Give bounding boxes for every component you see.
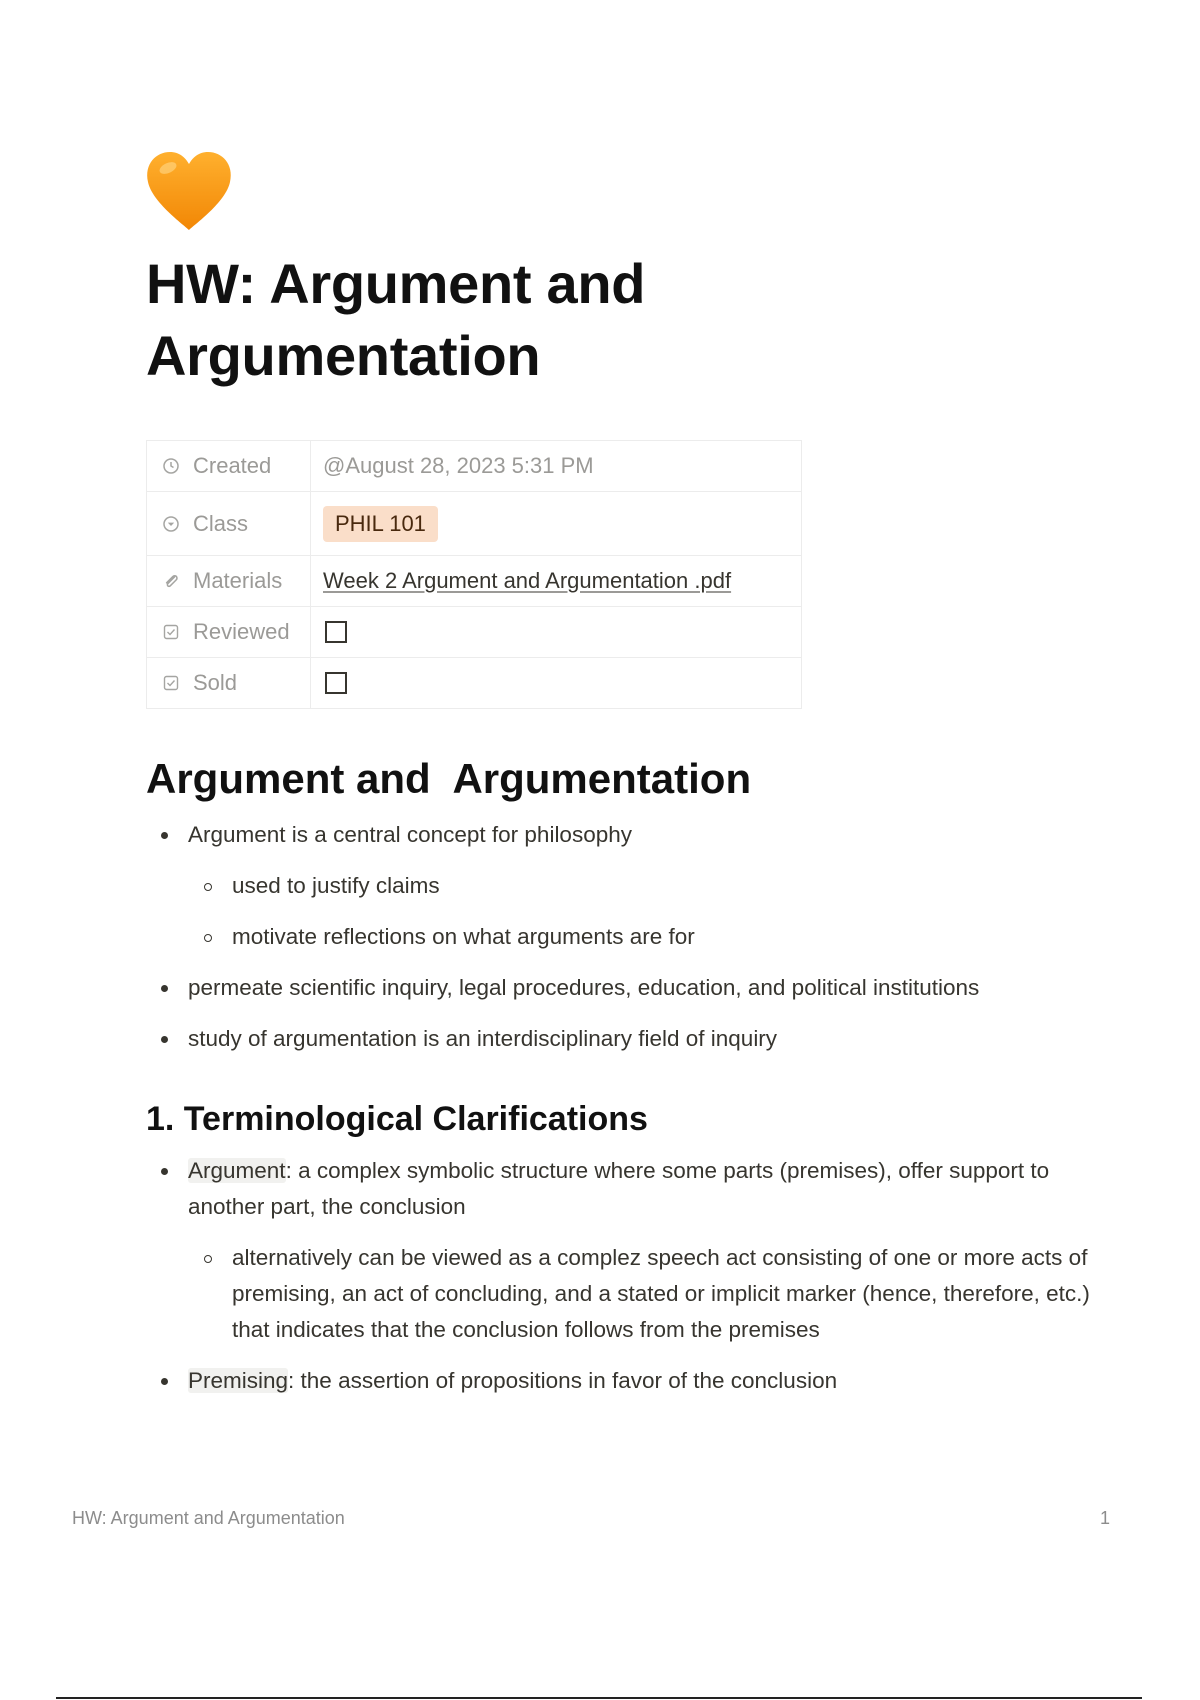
section-heading-argument[interactable]: Argument and Argumentation [146,755,752,802]
sub-list [188,868,1106,955]
created-value: @August 28, 2023 5:31 PM [323,453,594,478]
page-content [146,150,1106,1414]
term-definition: : a complex symbolic structure where some parts (premises), offer support to another part, the conclusion [188,1158,1050,1219]
property-class [147,492,801,556]
materials-file-link[interactable]: Week 2 Argument and Argumentation .pdf [323,568,732,593]
term-argument: Argument [188,1158,286,1183]
checkbox-icon [161,673,181,693]
sub-list [188,1240,1106,1348]
property-key-sold[interactable] [147,658,311,708]
sold-value [311,658,801,708]
property-reviewed [147,607,801,658]
property-key-class[interactable] [147,492,311,555]
sub-list-item[interactable]: alternatively can be viewed as a complez speech act consisting of one or more acts of premising, an act of concluding, and a stated or implicit marker (hence, therefore, etc.) that indicates that the conclusion follows from the premises [188,1240,1106,1348]
select-icon [161,514,181,534]
bullet-list-terminology [146,1153,1106,1399]
page-title[interactable]: HW: Argument and Argumentation [146,252,646,387]
list-item[interactable]: study of argumentation is an interdisciplinary field of inquiry [146,1021,1106,1057]
page-footer [72,1508,1110,1529]
list-item[interactable]: permeate scientific inquiry, legal procedures, education, and political institutions [146,970,1106,1006]
footer-title: HW: Argument and Argumentation [72,1508,345,1528]
sold-checkbox[interactable] [325,672,347,694]
paperclip-icon [161,571,181,591]
property-label: Reviewed [193,619,290,644]
reviewed-checkbox[interactable] [325,621,347,643]
sub-list-item[interactable]: used to justify claims [188,868,1106,904]
property-label: Materials [193,568,283,593]
term-premising: Premising [188,1368,289,1393]
page-bottom-divider [56,1697,1142,1699]
class-tag[interactable]: PHIL 101 [323,506,438,542]
reviewed-value [311,607,801,657]
property-label: Sold [193,670,238,695]
orange-heart-icon[interactable] [144,150,234,234]
section-heading-terminology[interactable]: 1. Terminological Clarifications [146,1100,648,1138]
clock-icon [161,456,181,476]
list-item[interactable] [146,1153,1106,1348]
property-label: Class [193,510,249,536]
properties-table [146,440,802,709]
property-created [147,441,801,492]
class-value[interactable] [311,492,801,555]
checkbox-icon [161,622,181,642]
list-item-text: Argument is a central concept for philosophy [188,822,632,847]
property-sold [147,658,801,708]
property-materials [147,556,801,607]
property-key-materials[interactable] [147,556,311,606]
page-number: 1 [1099,1508,1110,1528]
sub-list-item[interactable]: motivate reflections on what arguments are for [188,919,1106,955]
list-item[interactable] [146,1363,1106,1399]
bullet-list-argument [146,817,1106,1057]
materials-value [311,556,801,606]
property-key-reviewed[interactable] [147,607,311,657]
term-definition: : the assertion of propositions in favor of the conclusion [288,1368,838,1393]
property-label: Created [193,453,272,478]
property-key-created[interactable] [147,441,311,491]
list-item[interactable] [146,817,1106,955]
